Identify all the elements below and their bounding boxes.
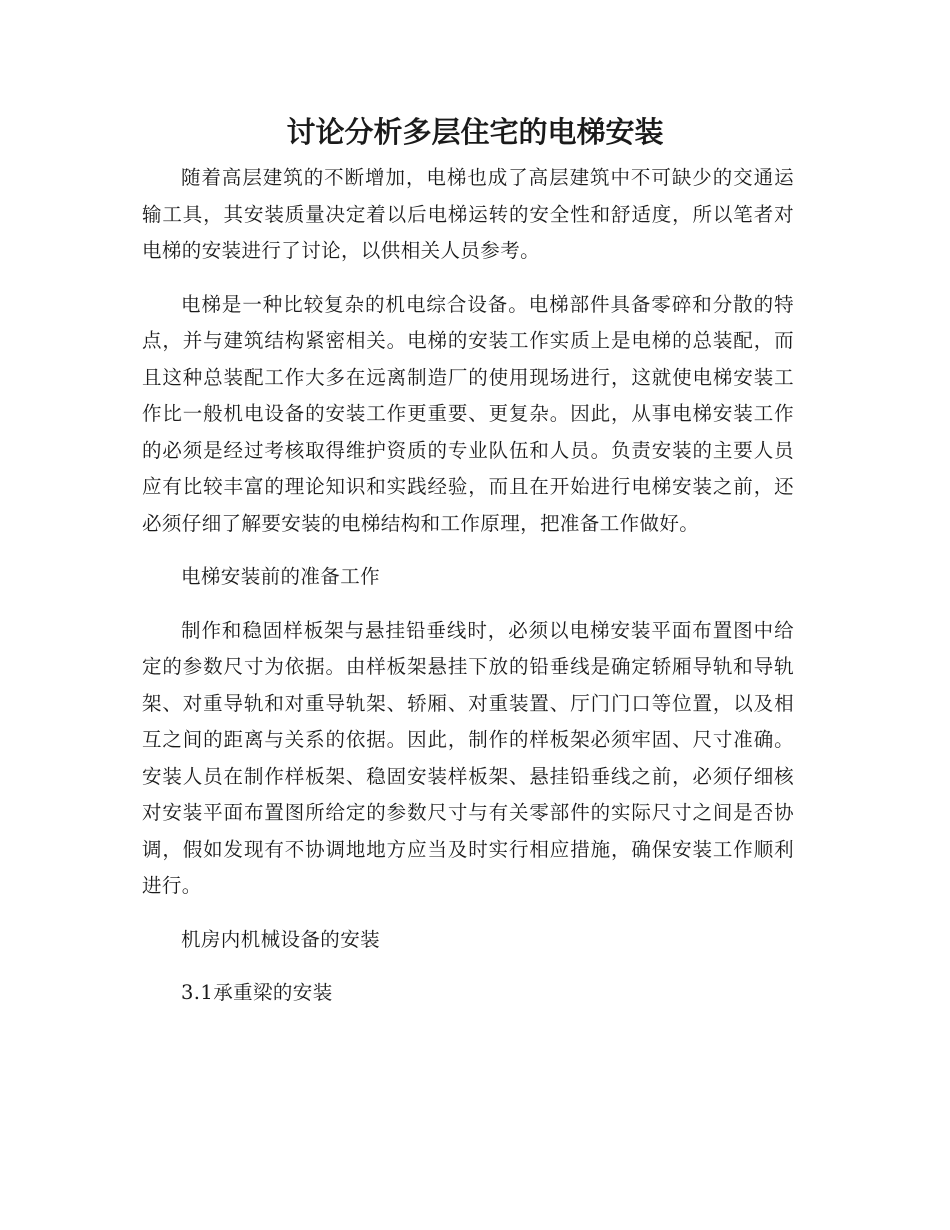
section-heading-machine-room: 机房内机械设备的安装	[181, 927, 381, 951]
document-body	[142, 160, 794, 1029]
document-title: 讨论分析多层住宅的电梯安装	[286, 115, 664, 149]
paragraph-intro: 随着高层建筑的不断增加，电梯也成了高层建筑中不可缺少的交通运输工具，其安装质量决定着以后电梯运转的安全性和舒适度，所以笔者对电梯的安装进行了讨论，以供相关人员参考。	[142, 166, 794, 262]
section-heading-preparation: 电梯安装前的准备工作	[181, 565, 381, 588]
subsection-heading-bearing-beam: 3.1承重梁的安装	[181, 981, 333, 1004]
paragraph-elevator-overview: 电梯是一种比较复杂的机电综合设备。电梯部件具备零碎和分散的特点，并与建筑结构紧密相关。电梯的安装工作实质上是电梯的总装配，而且这种总装配工作大多在远离制造厂的使用现场进行，这就使电梯安装工作比一般机电设备的安装工作更重要、更复杂。因此，从事电梯安装工作的必须是经过考核取得维护资质的专业队伍和人员。负责安装的主要人员应有比较丰富的理论知识和实践经验，而且在开始进行电梯安装之前，还必须仔细了解要安装的电梯结构和工作原理，把准备工作做好。	[142, 292, 794, 535]
paragraph-template-frame: 制作和稳固样板架与悬挂铅垂线时，必须以电梯安装平面布置图中给定的参数尺寸为依据。由样板架悬挂下放的铅垂线是确定轿厢导轨和导轨架、对重导轨和对重导轨架、轿厢、对重装置、厅门门口等位置，以及相互之间的距离与关系的依据。因此，制作的样板架必须牢固、尺寸准确。安装人员在制作样板架、稳固安装样板架、悬挂铅垂线之前，必须仔细核对安装平面布置图所给定的参数尺寸与有关零部件的实际尺寸之间是否协调，假如发现有不协调地地方应当及时实行相应措施，确保安装工作顺利进行。	[142, 618, 794, 897]
